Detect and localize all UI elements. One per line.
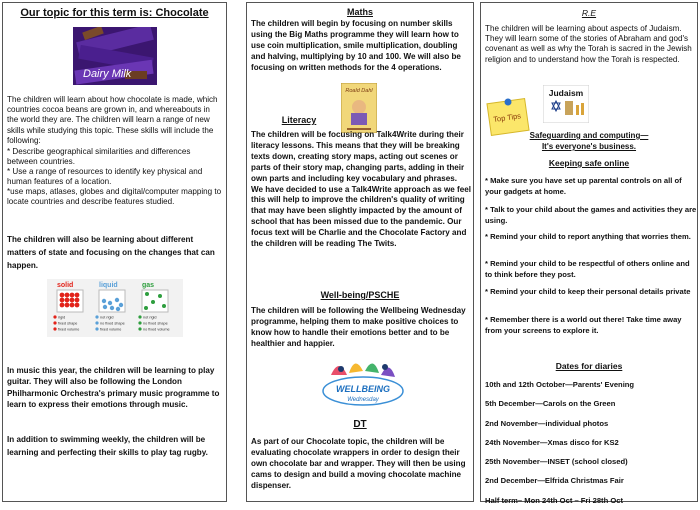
safety-tip-5: * Remind your child to keep their personal details private [485, 287, 691, 296]
solid-note-1: rigid [58, 315, 66, 320]
safety-tip-2: * Talk to your child about the games and activities they are using. [485, 205, 697, 225]
liquid-note-3: fixed volume [100, 327, 122, 332]
date-item: 2nd November—individual photos [485, 418, 609, 428]
sport-paragraph: In addition to swimming weekly, the children will be learning and perfecting their skills to play tag rugby. [7, 435, 208, 457]
gas-note-1: not rigid [143, 315, 157, 320]
literacy-heading: Literacy [281, 115, 317, 125]
skill-bullet-3: *use maps, atlases, globes and digital/computer mapping to locate countries and describe features studied. [7, 187, 222, 207]
skill-bullet-2: * Use a range of resources to identify key physical and human features of a location. [7, 167, 203, 187]
column-re-and-safety [480, 2, 698, 505]
gas-note-2: no fixed shape [143, 321, 168, 326]
states-of-matter-diagram [47, 279, 183, 337]
date-item: 5th December—Carols on the Green [485, 399, 616, 409]
music-paragraph: In music this year, the children will be learning to play guitar. They will also be following the London Philharmonic Orchestra's primary music programme to learn to express their emotions through music. [7, 366, 220, 409]
chocolate-intro-paragraph: The children will learn about how chocolate is made, which countries cocoa beans are grown in, and whereabouts in the world they are. The children will learn a range of new skills while studying this topic. These skills will include the following: [7, 95, 218, 145]
state-solid-label: solid [57, 282, 74, 289]
dt-heading: DT [353, 419, 367, 430]
liquid-note-1: not rigid [100, 315, 114, 320]
re-heading: R.E [581, 8, 597, 18]
gas-note-3: no fixed volume [143, 327, 170, 332]
column-subjects [246, 2, 474, 502]
state-liquid-label: liquid [99, 282, 118, 289]
liquid-note-2: no fixed shape [100, 321, 125, 326]
solid-note-3: fixed volume [58, 327, 80, 332]
date-item: 2nd December—Elfrida Christmas Fair [485, 476, 624, 486]
date-item: 24th November—Xmas disco for KS2 [485, 437, 619, 447]
top-tips-text: Top Tips [492, 111, 522, 125]
dates-heading: Dates for diaries [555, 361, 623, 371]
re-paragraph: The children will be learning about aspects of Judaism. They will learn some of the stories of Abraham and god's covenant as well as why the Torah is sacred in the Jewish religion and to understand how the Torah is respected. [485, 24, 692, 64]
book-cover-title: Roald Dahl [345, 88, 373, 94]
safety-tip-1: * Make sure you have set up parental controls on all of your gadgets at home. [485, 176, 682, 196]
safeguarding-heading-line2: It's everyone's business. [541, 142, 637, 151]
date-item: 25th November—INSET (school closed) [485, 457, 628, 467]
states-of-matter-paragraph: The children will also be learning about different matters of state and focusing on the changes that can happen. [7, 235, 215, 270]
safeguarding-heading-line1: Safeguarding and computing— [529, 131, 649, 140]
chocolate-wrapper-text: Dairy Milk [83, 68, 132, 80]
safety-tip-3: * Remind your child to report anything that worries them. [485, 232, 691, 241]
chocolate-image [73, 27, 157, 85]
wellbeing-heading: Well-being/PSCHE [320, 290, 400, 300]
judaism-image [543, 85, 589, 123]
judaism-label: Judaism [548, 88, 584, 98]
wellbeing-paragraph: The children will be following the Wellbeing Wednesday programme, helping them to make positive choices to know how to handle their emotions better and to be healthier and happier. [251, 306, 466, 348]
book-cover-image [341, 83, 377, 133]
keeping-safe-heading: Keeping safe online [548, 158, 630, 168]
safety-tip-6: * Remember there is a world out there! Take time away from your screens to explore it. [485, 315, 682, 335]
solid-note-2: fixed shape [58, 321, 78, 326]
literacy-paragraph: The children will be focusing on Talk4Write during their literacy lessons. This means that they will be breaking texts down, creating story maps, acting out scenes or parts of their story map, changing parts, adding in their own parts and including key vocabulary and phrases. We have decided to use a Talk4Write approach as we feel this will help to improve the children's quality of writing that may have been slightly impacted by the amount of school that has been missed due to the pandemic. Our focus text will be Charlie and the Chocolate Factory and the children will be reading The Twits. [251, 130, 471, 249]
safety-tip-4: * Remind your child to be respectful of others online and to think before they post. [485, 259, 690, 279]
maths-heading: Maths [346, 7, 373, 17]
date-item: 10th and 12th October—Parents' Evening [485, 380, 635, 389]
wellbeing-wednesday-logo [317, 355, 409, 409]
column-chocolate-topic [2, 2, 227, 502]
wellbeing-logo-title: WELLBEING [336, 384, 390, 394]
state-gas-label: gas [142, 282, 155, 289]
maths-paragraph: The children will begin by focusing on number skills using the Big Maths programme they will learn how to use coin multiplication, smile multiplication, doubling and halving, multiplying by 10 and 100. We will also be focusing on written methods for the 4 operations. [251, 19, 461, 72]
dates-list [485, 375, 697, 510]
page-title: Our topic for this term is: Chocolate [20, 7, 209, 19]
date-item: Half term– Mon 24th Oct – Fri 28th Oct [485, 495, 623, 505]
wellbeing-logo-subtitle: Wednesday [347, 397, 379, 403]
skill-bullet-1: * Describe geographical similarities and differences between countries. [7, 147, 191, 167]
dt-paragraph: As part of our Chocolate topic, the children will be evaluating chocolate wrappers in order to design their own chocolate bar and wrapper. They will then be using cams to design and build a moving chocolate machine dispenser. [251, 437, 466, 490]
